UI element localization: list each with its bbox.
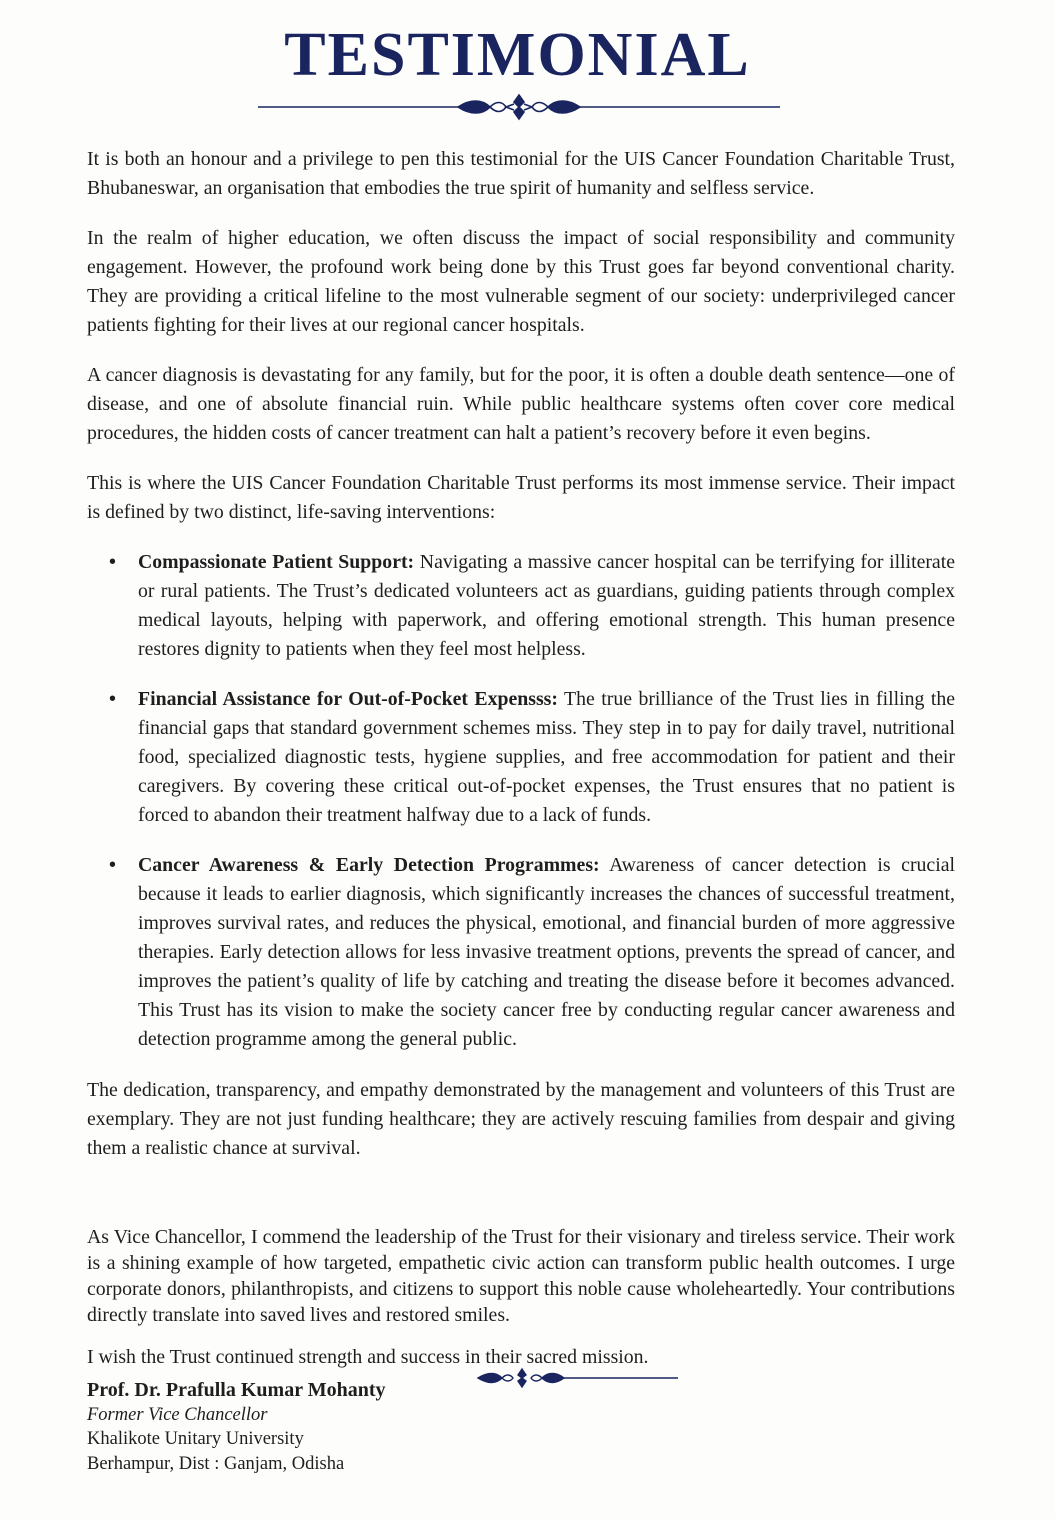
paragraph-service: This is where the UIS Cancer Foundation Charitable Trust performs its most immense service. Their impact is defined by two distinct, life-saving interventions: [87, 472, 955, 523]
signatory-role: Former Vice Chancellor [87, 1404, 268, 1425]
paragraph-commendation: As Vice Chancellor, I commend the leadership of the Trust for their visionary and tireless service. Their work is a shining example of how targeted, empathetic civic action can transform public health outcomes. I urge corporate donors, philanthropists, and citizens to support this noble cause wholeheartedly. Your contributions directly translate into saved lives and restored smiles. [87, 1226, 955, 1326]
signatory-institution: Khalikote Unitary University [87, 1429, 304, 1449]
paragraph-context: In the realm of higher education, we often discuss the impact of social responsibility and community engagement. However, the profound work being done by this Trust goes far beyond conventional charity. They are providing a critical lifeline to the most vulnerable segment of our society: underprivileged cancer patients fighting for their lives at our regional cancer hospitals. [87, 227, 955, 336]
signature-block [87, 1378, 386, 1476]
paragraph-intro: It is both an honour and a privilege to pen this testimonial for the UIS Cancer Foundation Charitable Trust, Bhubaneswar, an organisation that embodies the true spirit of humanity and selfless service. [87, 148, 955, 199]
interventions-list [87, 548, 955, 1054]
closing-section [87, 1224, 955, 1386]
list-item [87, 548, 955, 664]
paragraph-problem: A cancer diagnosis is devastating for any family, but for the poor, it is often a double death sentence—one of disease, and one of absolute financial ruin. While public healthcare systems often cover core medical procedures, the hidden costs of cancer treatment can halt a patient’s recovery before it even begins. [87, 364, 955, 444]
bullet-heading: Cancer Awareness & Early Detection Programmes: [138, 854, 600, 876]
bullet-heading: Compassionate Patient Support: [138, 551, 415, 573]
signatory-name: Prof. Dr. Prafulla Kumar Mohanty [87, 1379, 386, 1401]
bullet-icon: • [109, 551, 116, 573]
bullet-icon: • [109, 854, 116, 876]
bullet-text: Navigating a massive cancer hospital can be terrifying for illiterate or rural patients. The Trust’s dedicated volunteers act as guardians, guiding patients through complex medical layouts, helping with paperwork, and offering emotional strength. This human presence restores dignity to patients when they feel most helpless. [138, 551, 955, 660]
flourish-divider-icon [460, 1367, 678, 1389]
paragraph-wish: I wish the Trust continued strength and success in their sacred mission. [87, 1346, 649, 1368]
page-title: TESTIMONIAL [284, 21, 751, 89]
signatory-location: Berhampur, Dist : Ganjam, Odisha [87, 1453, 345, 1474]
bullet-icon: • [109, 688, 116, 710]
bullet-text: Awareness of cancer detection is crucial because it leads to earlier diagnosis, which significantly increases the chances of successful treatment, improves survival rates, and reduces the physical, emotional, and financial burden of more aggressive therapies. Early detection allows for less invasive treatment options, prevents the spread of cancer, and improves the patient’s quality of life by catching and treating the disease before it becomes advanced. This Trust has its vision to make the society cancer free by conducting regular cancer awareness and detection programme among the general public. [138, 854, 955, 1050]
bullet-text: The true brilliance of the Trust lies in filling the financial gaps that standard government schemes miss. They step in to pay for daily travel, nutritional food, specialized diagnostic tests, hygiene supplies, and free accommodation for patient and their caregivers. By covering these critical out-of-pocket expenses, the Trust ensures that no patient is forced to abandon their treatment halfway due to a lack of funds. [138, 688, 956, 826]
list-item [87, 685, 955, 830]
bullet-heading: Financial Assistance for Out-of-Pocket Expensss: [138, 688, 558, 710]
testimonial-body [87, 145, 955, 1184]
list-item [87, 851, 955, 1054]
paragraph-dedication: The dedication, transparency, and empathy demonstrated by the management and volunteers of this Trust are exemplary. They are not just funding healthcare; they are actively rescuing families from despair and giving them a realistic chance at survival. [87, 1079, 955, 1159]
flourish-divider-icon [258, 92, 780, 122]
